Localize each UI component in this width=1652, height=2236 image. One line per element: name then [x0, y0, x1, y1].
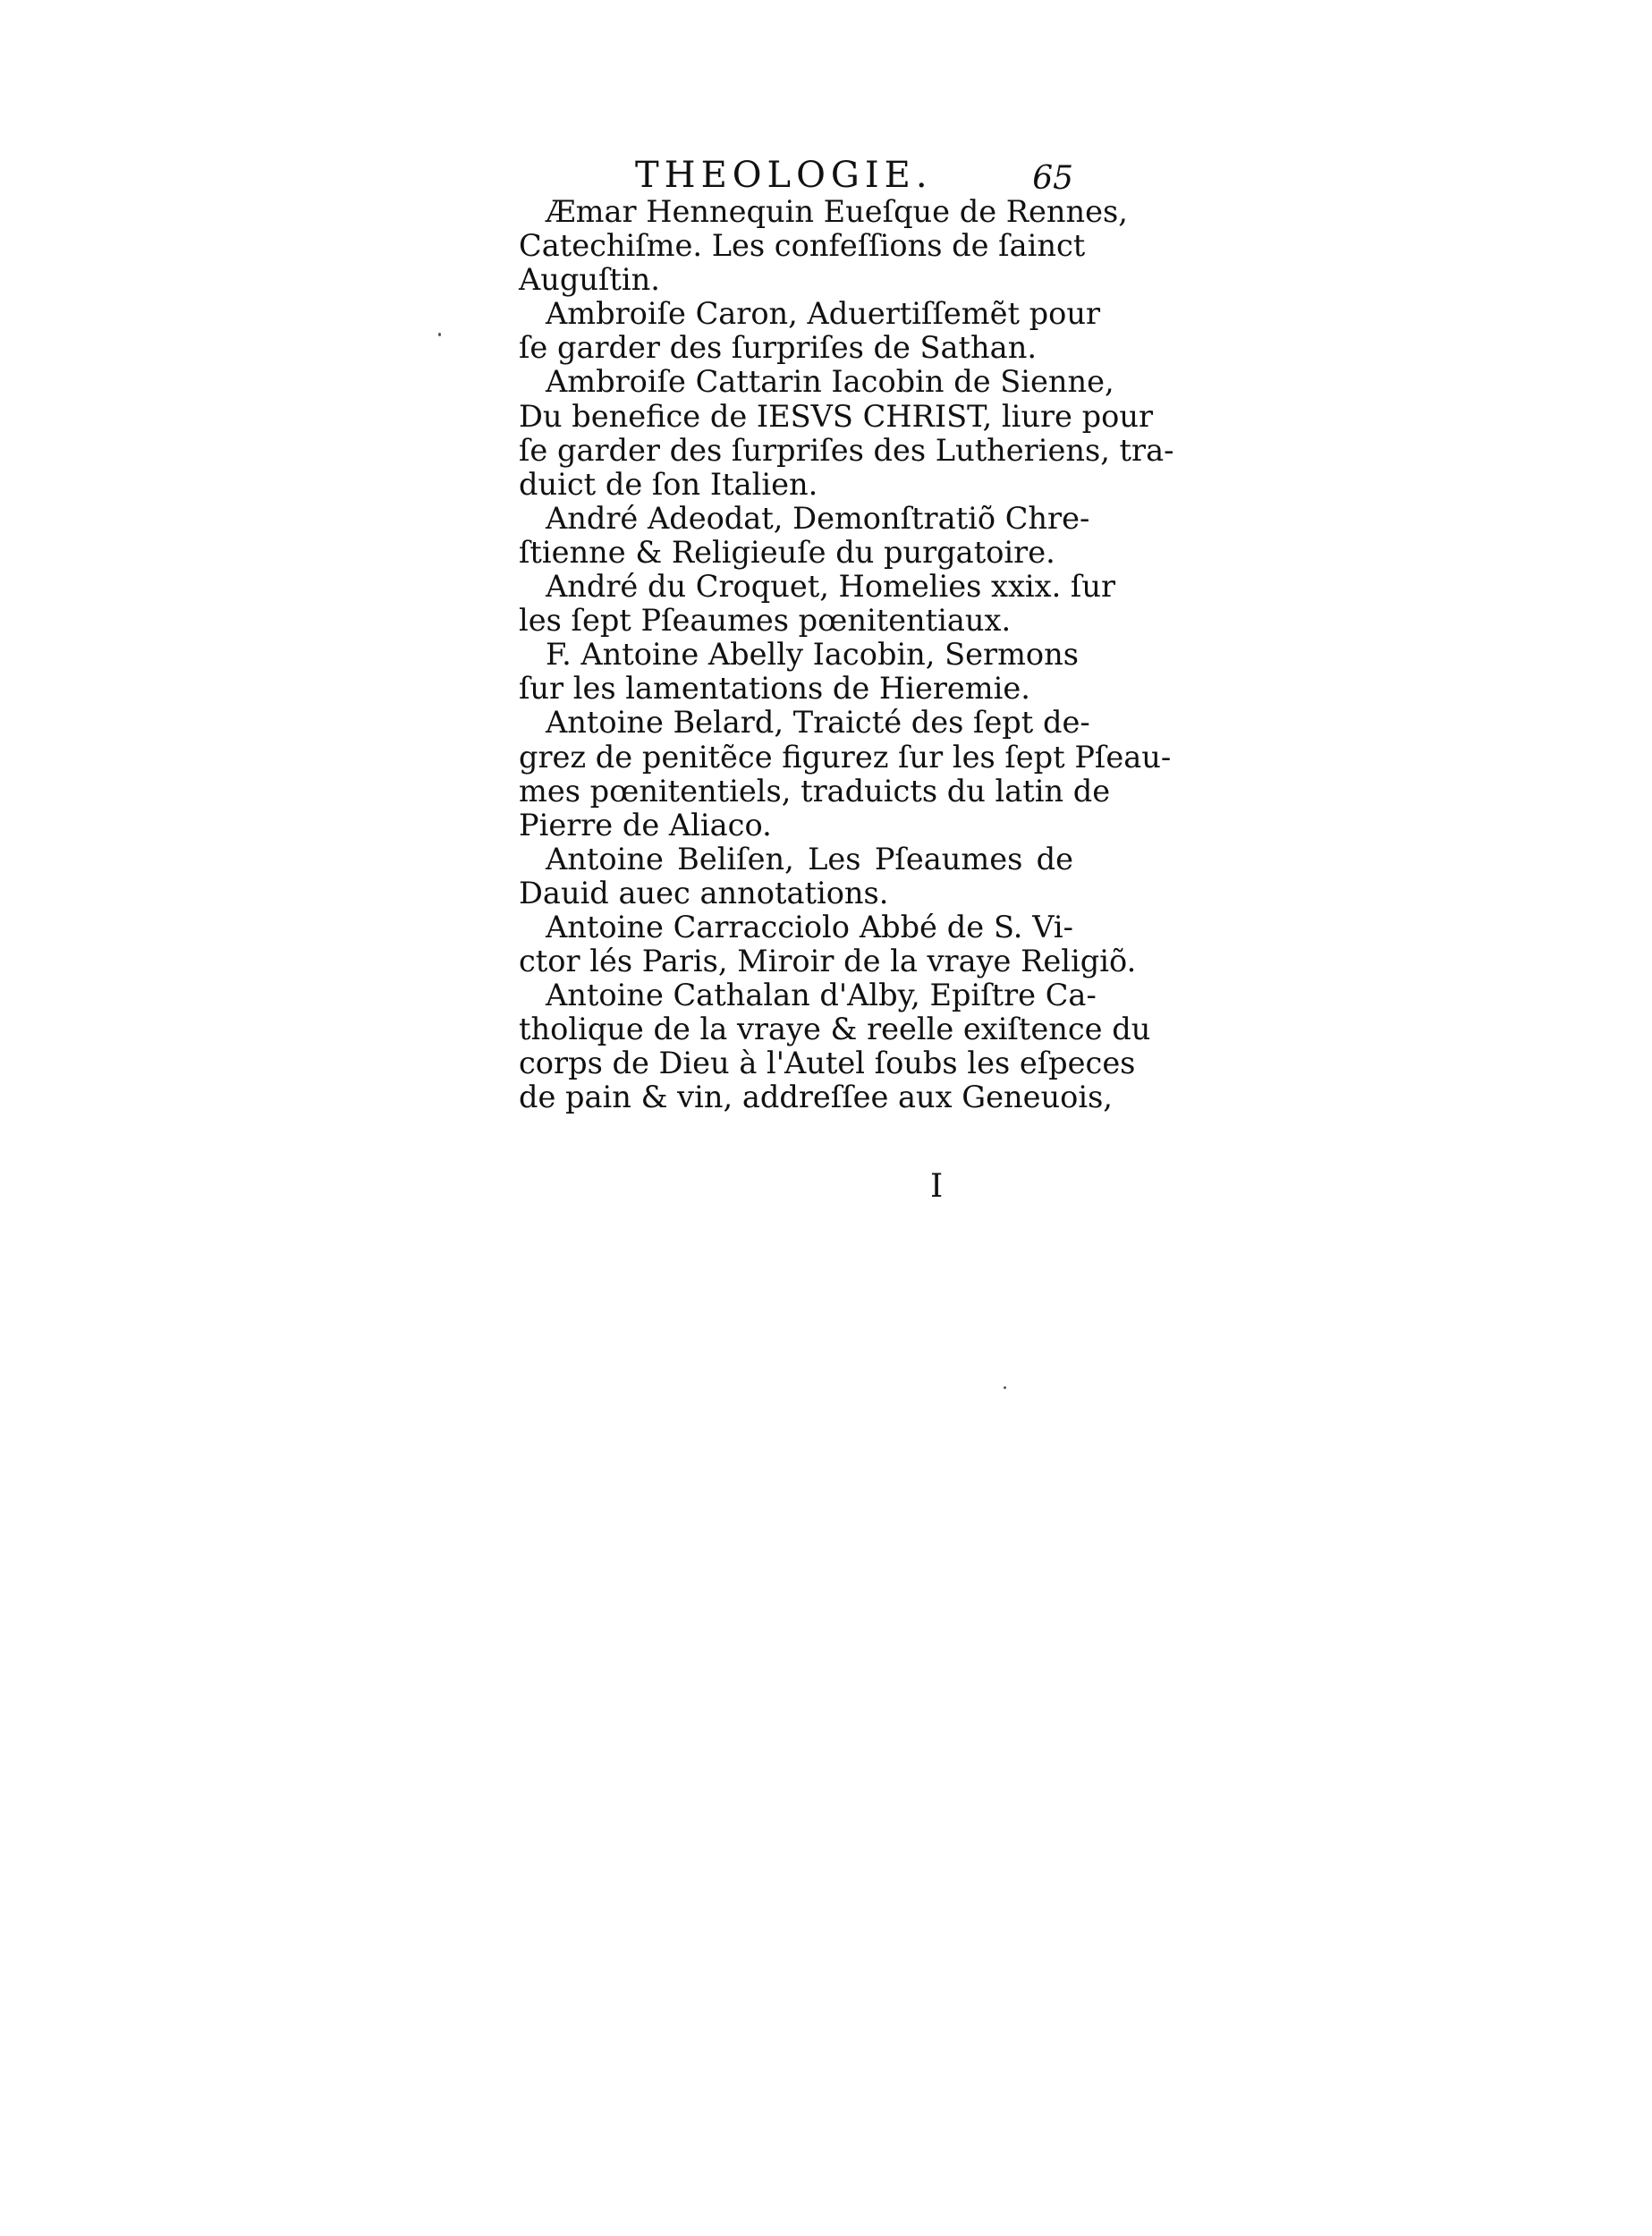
scan-speck [1004, 1386, 1006, 1389]
entry-line: Ambroiſe Caron, Aduertiſſemẽt pour [546, 296, 1101, 332]
entry [519, 500, 1090, 570]
entry-line: André du Croquet, Homelies xxix. ſur [546, 569, 1116, 605]
entry [519, 194, 1128, 298]
running-title: THEOLOGIE. [635, 155, 933, 196]
entry-line: Ambroiſe Cattarin Iacobin de Sienne, [546, 364, 1114, 400]
entry-line: Du benefice de IESVS CHRIST, liure pour [519, 398, 1153, 434]
page-header [608, 152, 1073, 199]
entry-line: les ſept Pſeaumes pœnitentiaux. [519, 603, 1012, 639]
entry-line: ſtienne & Religieuſe du purgatoire. [519, 534, 1055, 570]
entry [519, 978, 1151, 1115]
entry-line: Antoine Belard, Traicté des ſept de- [546, 705, 1090, 741]
entry-line: Catechiſme. Les confeſſions de ſainct [519, 228, 1086, 264]
entry [519, 843, 1073, 910]
entry-line: ctor lés Paris, Miroir de la vraye Religiõ. [519, 944, 1137, 979]
scan-speck [438, 333, 441, 336]
entry-line: tholique de la vraye & reelle exiſtence du [519, 1012, 1151, 1047]
entry-line: mes pœnitentiels, traduicts du latin de [519, 773, 1111, 809]
entry-line: Antoine Cathalan d'Alby, Epiſtre Ca- [546, 978, 1097, 1013]
entry-line: Pierre de Aliaco. [519, 807, 772, 843]
entry-line: ſe garder des ſurpriſes des Lutheriens, tra- [519, 432, 1174, 468]
entry [519, 569, 1116, 639]
entry-line: Dauid auec annotations. [519, 875, 889, 910]
entry-line: duict de ſon Italien. [519, 466, 818, 502]
entry-list [519, 194, 1174, 1115]
entry-line: F. Antoine Abelly Iacobin, Sermons [546, 637, 1079, 673]
entry-line: Antoine Beliſen, Les Pſeaumes de [546, 841, 1073, 877]
entry [519, 909, 1137, 979]
page-number: 65 [1032, 160, 1073, 197]
entry-line: Auguſtin. [519, 262, 660, 298]
entry-line: ſur les lamentations de Hieremie. [519, 671, 1030, 707]
entry [519, 296, 1101, 366]
entry-line: Æmar Hennequin Eueſque de Rennes, [546, 194, 1128, 229]
entry-line: de pain & vin, addreſſee aux Geneuois, [519, 1080, 1113, 1115]
entry-line: André Adeodat, Demonſtratiõ Chre- [546, 500, 1090, 536]
entry [519, 364, 1174, 502]
entry-line: corps de Dieu à l'Autel ſoubs les eſpeces [519, 1046, 1136, 1081]
entry [519, 705, 1172, 843]
signature-mark: I [930, 1168, 944, 1205]
entry-line: ſe garder des ſurpriſes de Sathan. [519, 330, 1037, 366]
entry-line: grez de penitẽce figurez ſur les ſept Pſeau- [519, 739, 1172, 775]
entry [519, 637, 1079, 707]
entry-line: Antoine Carracciolo Abbé de S. Vi- [546, 909, 1073, 944]
